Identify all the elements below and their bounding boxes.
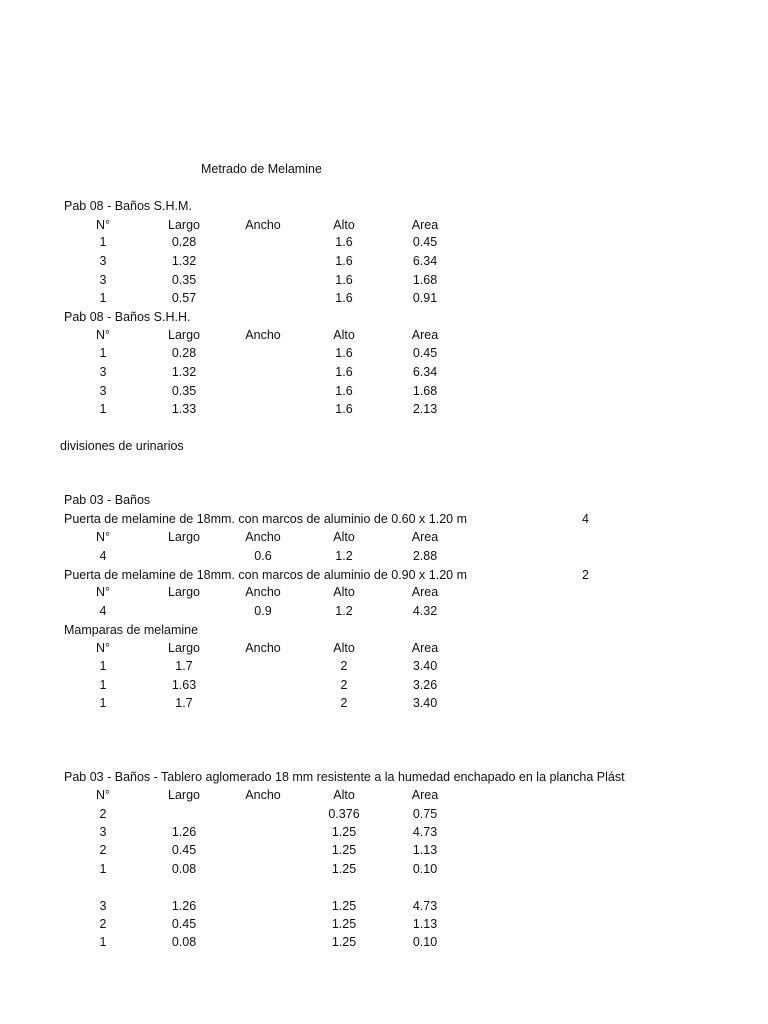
cell-n: 1	[99, 291, 107, 305]
cell-largo: 0.28	[171, 235, 197, 249]
cell-area: 6.34	[412, 365, 438, 379]
cell-area: 4.32	[412, 604, 438, 618]
column-header-largo: Largo	[168, 585, 200, 599]
column-header-n: N°	[95, 328, 111, 342]
cell-n: 3	[99, 254, 107, 268]
column-header-alto: Alto	[333, 641, 355, 655]
cell-n: 3	[99, 825, 107, 839]
cell-n: 1	[99, 935, 107, 949]
column-header-area: Area	[411, 585, 439, 599]
cell-area: 0.45	[412, 346, 438, 360]
cell-area: 1.68	[412, 273, 438, 287]
column-header-n: N°	[95, 641, 111, 655]
door-quantity: 4	[582, 512, 589, 526]
section-title: Pab 03 - Baños - Tablero aglomerado 18 mm resistente a la humedad enchapado en la plancha Plást	[64, 770, 625, 784]
column-header-ancho: Ancho	[245, 328, 281, 342]
column-header-ancho: Ancho	[245, 530, 281, 544]
cell-alto: 1.6	[335, 384, 353, 398]
cell-alto: 1.25	[331, 899, 357, 913]
cell-ancho: 0.9	[254, 604, 272, 618]
cell-largo: 0.45	[171, 843, 197, 857]
column-header-ancho: Ancho	[245, 218, 281, 232]
cell-largo: 0.57	[171, 291, 197, 305]
cell-alto: 1.25	[331, 825, 357, 839]
cell-area: 4.73	[412, 899, 438, 913]
cell-largo: 0.28	[171, 346, 197, 360]
cell-area: 3.26	[412, 678, 438, 692]
divisiones-note: divisiones de urinarios	[60, 439, 184, 453]
cell-n: 1	[99, 235, 107, 249]
column-header-largo: Largo	[168, 218, 200, 232]
cell-n: 1	[99, 678, 107, 692]
cell-alto: 1.25	[331, 843, 357, 857]
cell-largo: 0.08	[171, 935, 197, 949]
cell-n: 1	[99, 696, 107, 710]
column-header-area: Area	[411, 328, 439, 342]
cell-alto: 2	[340, 678, 348, 692]
cell-alto: 1.6	[335, 273, 353, 287]
column-header-alto: Alto	[333, 328, 355, 342]
door-description: Puerta de melamine de 18mm. con marcos de aluminio de 0.90 x 1.20 m	[64, 568, 467, 582]
cell-alto: 1.25	[331, 935, 357, 949]
cell-alto: 1.2	[335, 549, 353, 563]
document-title: Metrado de Melamine	[201, 162, 322, 176]
cell-area: 1.68	[412, 384, 438, 398]
cell-area: 6.34	[412, 254, 438, 268]
cell-largo: 0.08	[171, 862, 197, 876]
column-header-ancho: Ancho	[245, 788, 281, 802]
cell-largo: 1.26	[171, 899, 197, 913]
cell-n: 3	[99, 384, 107, 398]
cell-n: 2	[99, 917, 107, 931]
cell-area: 1.13	[412, 917, 438, 931]
cell-alto: 1.25	[331, 917, 357, 931]
cell-area: 3.40	[412, 696, 438, 710]
cell-area: 4.73	[412, 825, 438, 839]
cell-n: 3	[99, 365, 107, 379]
cell-n: 1	[99, 402, 107, 416]
column-header-ancho: Ancho	[245, 585, 281, 599]
cell-n: 2	[99, 807, 107, 821]
cell-alto: 1.6	[335, 254, 353, 268]
cell-largo: 1.7	[175, 696, 193, 710]
section-title: Pab 08 - Baños S.H.H.	[64, 310, 191, 324]
cell-n: 1	[99, 659, 107, 673]
cell-n: 1	[99, 862, 107, 876]
cell-largo: 1.33	[171, 402, 197, 416]
column-header-largo: Largo	[168, 788, 200, 802]
cell-largo: 1.32	[171, 365, 197, 379]
cell-alto: 1.25	[331, 862, 357, 876]
column-header-largo: Largo	[168, 328, 200, 342]
section-title: Pab 08 - Baños S.H.M.	[64, 199, 192, 213]
cell-area: 0.75	[412, 807, 438, 821]
cell-alto: 2	[340, 696, 348, 710]
column-header-alto: Alto	[333, 585, 355, 599]
cell-largo: 1.32	[171, 254, 197, 268]
cell-alto: 0.376	[328, 807, 360, 821]
door-description: Puerta de melamine de 18mm. con marcos de aluminio de 0.60 x 1.20 m	[64, 512, 467, 526]
column-header-alto: Alto	[333, 218, 355, 232]
cell-largo: 0.35	[171, 273, 197, 287]
column-header-alto: Alto	[333, 788, 355, 802]
column-header-n: N°	[95, 530, 111, 544]
column-header-n: N°	[95, 218, 111, 232]
cell-alto: 1.6	[335, 235, 353, 249]
column-header-n: N°	[95, 788, 111, 802]
cell-alto: 1.6	[335, 402, 353, 416]
cell-largo: 1.26	[171, 825, 197, 839]
cell-area: 1.13	[412, 843, 438, 857]
cell-n: 3	[99, 273, 107, 287]
cell-n: 1	[99, 346, 107, 360]
cell-largo: 1.7	[175, 659, 193, 673]
subsection-title: Mamparas de melamine	[64, 623, 199, 637]
cell-alto: 1.6	[335, 346, 353, 360]
cell-area: 2.13	[412, 402, 438, 416]
cell-area: 0.10	[412, 862, 438, 876]
column-header-largo: Largo	[168, 530, 200, 544]
cell-area: 0.10	[412, 935, 438, 949]
cell-n: 3	[99, 899, 107, 913]
cell-largo: 0.35	[171, 384, 197, 398]
cell-area: 3.40	[412, 659, 438, 673]
cell-area: 0.91	[412, 291, 438, 305]
cell-ancho: 0.6	[254, 549, 272, 563]
section-title: Pab 03 - Baños	[64, 493, 151, 507]
column-header-ancho: Ancho	[245, 641, 281, 655]
column-header-area: Area	[411, 641, 439, 655]
cell-n: 2	[99, 843, 107, 857]
cell-area: 2.88	[412, 549, 438, 563]
cell-alto: 1.6	[335, 291, 353, 305]
door-quantity: 2	[582, 568, 589, 582]
column-header-area: Area	[411, 530, 439, 544]
column-header-alto: Alto	[333, 530, 355, 544]
cell-largo: 1.63	[171, 678, 197, 692]
column-header-area: Area	[411, 788, 439, 802]
column-header-n: N°	[95, 585, 111, 599]
cell-largo: 0.45	[171, 917, 197, 931]
cell-alto: 1.6	[335, 365, 353, 379]
column-header-area: Area	[411, 218, 439, 232]
column-header-largo: Largo	[168, 641, 200, 655]
cell-n: 4	[99, 549, 107, 563]
cell-n: 4	[99, 604, 107, 618]
cell-alto: 2	[340, 659, 348, 673]
cell-alto: 1.2	[335, 604, 353, 618]
cell-area: 0.45	[412, 235, 438, 249]
